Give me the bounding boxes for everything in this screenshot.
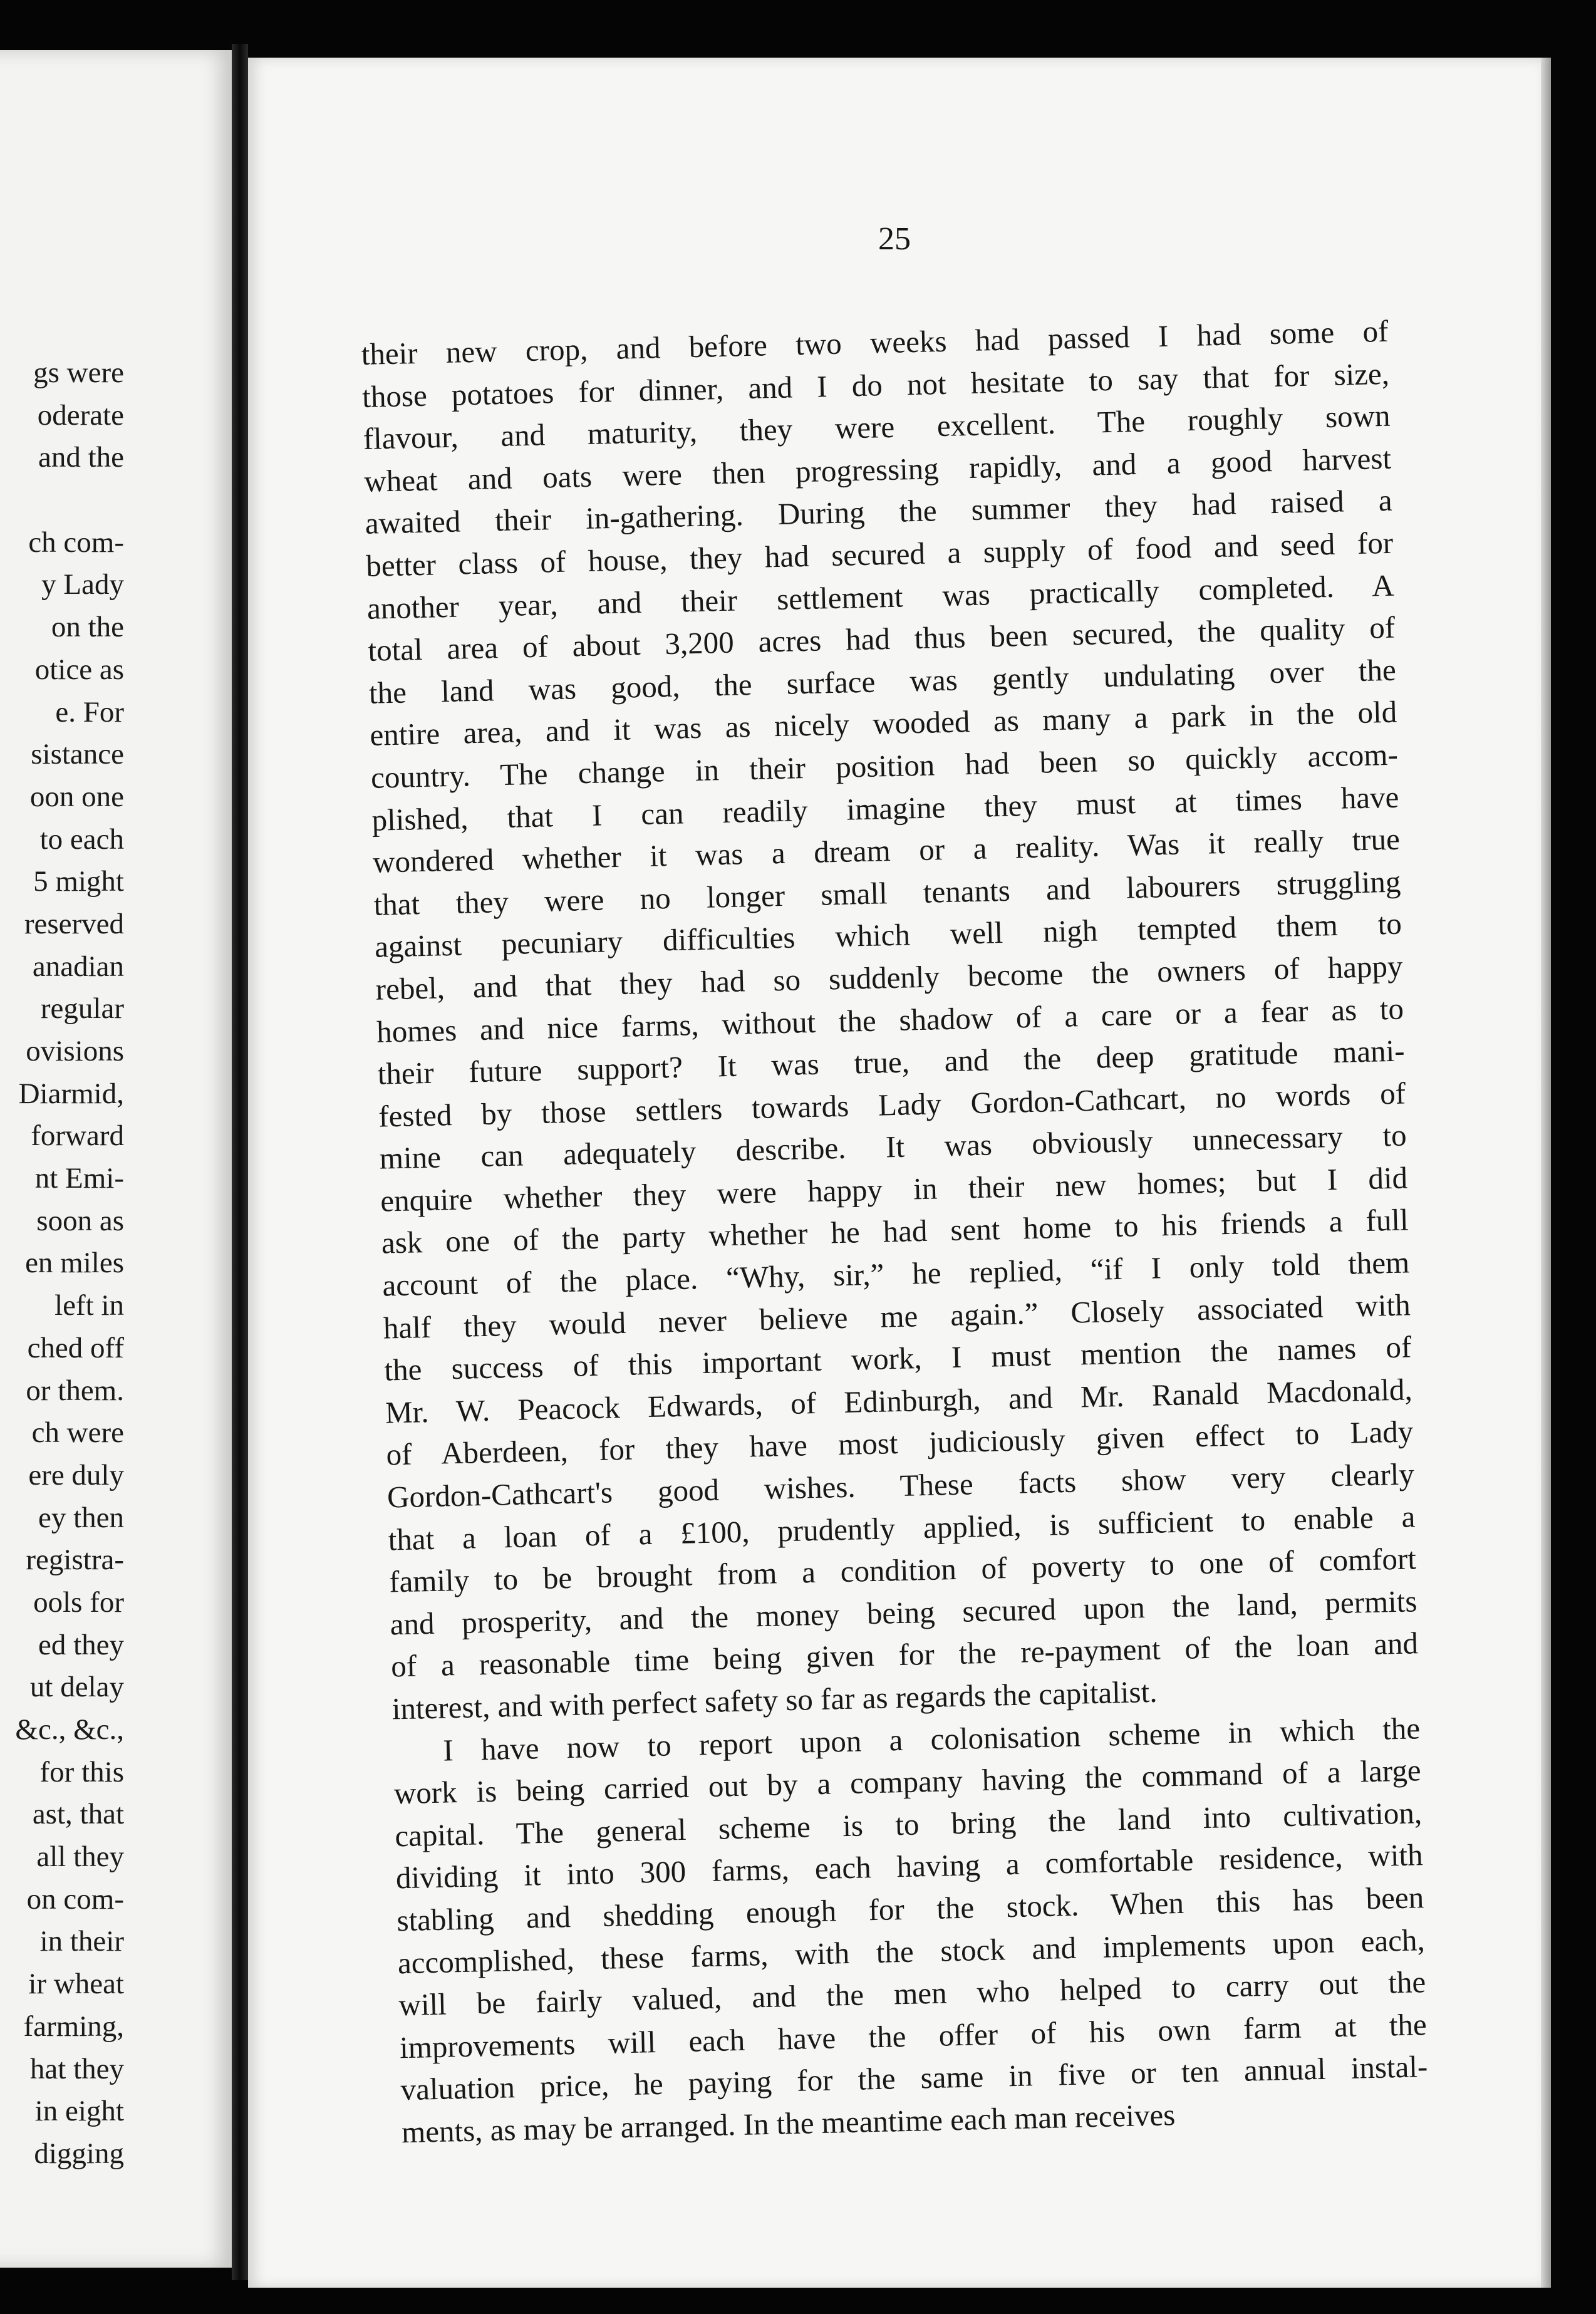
left-fragment-line: &c., &c.,	[15, 1713, 124, 1746]
text-line: of Aberdeen, for they have most judiciously given effect to Lady	[386, 1414, 1414, 1472]
left-fragment-line: ir wheat	[28, 1968, 124, 2001]
paragraph-1	[361, 310, 1419, 1730]
left-fragment-line: ch com-	[28, 526, 124, 559]
text-line: and prosperity, and the money being secured upon the land, permits	[390, 1584, 1417, 1642]
text-line: those potatoes for dinner, and I do not hesitate to say that for size,	[361, 356, 1390, 414]
text-line: country. The change in their position had been so quickly accom-	[370, 737, 1399, 795]
text-line: entire area, and it was as nicely wooded as many a park in the old	[369, 694, 1397, 753]
left-fragment-line	[0, 479, 124, 522]
left-fragment-line: oderate	[37, 398, 124, 432]
text-line: awaited their in-gathering. During the summer they had raised a	[365, 483, 1393, 541]
text-line: fested by those settlers towards Lady Gordon-Cathcart, no words of	[378, 1076, 1406, 1134]
right-page	[248, 58, 1541, 2288]
text-line: interest, and with perfect safety so far as regards the capitalist.	[391, 1674, 1158, 1726]
left-fragment-line: and the	[38, 441, 124, 474]
left-fragment-line: en miles	[25, 1247, 124, 1280]
left-page-text	[0, 352, 124, 2176]
text-line: mine can adequately describe. It was obviously unnecessary to	[379, 1118, 1407, 1176]
paragraph-2	[393, 1707, 1429, 2154]
left-fragment-line: ovisions	[26, 1035, 124, 1067]
left-fragment-line: Diarmid,	[18, 1077, 124, 1110]
text-line: I have now to report upon a colonisation scheme in which the	[442, 1710, 1421, 1768]
left-fragment-line: nt Emi-	[34, 1162, 124, 1195]
left-fragment-line: ch were	[31, 1416, 124, 1450]
text-line: wheat and oats were then progressing rapidly, and a good harvest	[363, 440, 1392, 499]
left-fragment-line: digging	[34, 2137, 124, 2170]
text-line: dividing it into 300 farms, each having a comfortable residence, with	[395, 1837, 1424, 1896]
text-line: account of the place. “Why, sir,” he replied, “if I only told them	[381, 1245, 1410, 1303]
left-fragment-line: y Lady	[41, 568, 124, 601]
left-fragment-line: on com-	[26, 1882, 124, 1916]
left-fragment-line: or them.	[26, 1374, 124, 1407]
left-fragment-line: otice as	[34, 653, 124, 686]
text-line: better class of house, they had secured a supply of food and seed for	[365, 525, 1394, 583]
left-fragment-line: 5 might	[33, 865, 124, 898]
left-fragment-line: regular	[40, 992, 124, 1025]
left-fragment-line: ut delay	[29, 1671, 124, 1704]
left-fragment-line: e. For	[55, 695, 124, 729]
text-line: plished, that I can readily imagine they must at times have	[371, 779, 1399, 838]
text-line: homes and nice farms, without the shadow of a care or a fear as to	[376, 991, 1404, 1049]
text-line: stabling and shedding enough for the stock. When this has been	[396, 1880, 1424, 1938]
left-fragment-line: soon as	[36, 1204, 124, 1237]
text-line: wondered whether it was a dream or a reality. Was it really true	[372, 821, 1401, 879]
page-edge	[1541, 58, 1551, 2288]
page-number: 25	[878, 221, 911, 257]
text-line: improvements will each have the offer of his own farm at the	[399, 2006, 1428, 2065]
text-line: ask one of the party whether he had sent home to his friends a full	[381, 1202, 1409, 1261]
left-fragment-line: farming,	[23, 2010, 124, 2043]
left-page-fragment	[0, 50, 232, 2268]
left-fragment-line: ast, that	[32, 1798, 124, 1831]
text-line: the success of this important work, I must mention the names of	[383, 1329, 1412, 1388]
left-fragment-line: sistance	[31, 738, 124, 771]
text-line: accomplished, these farms, with the stock and implements upon each,	[397, 1922, 1426, 1980]
left-fragment-line: oon one	[29, 780, 124, 813]
left-fragment-line: ere duly	[28, 1458, 124, 1492]
text-line: flavour, and maturity, they were excellent. The roughly sown	[363, 398, 1391, 457]
text-line: their new crop, and before two weeks had passed I had some of	[361, 313, 1389, 371]
text-line: capital. The general scheme is to bring the land into cultivation,	[394, 1795, 1422, 1854]
left-fragment-line: hat they	[29, 2052, 124, 2085]
left-fragment-line: in their	[39, 1925, 124, 1958]
left-fragment-line: all they	[36, 1840, 124, 1874]
left-fragment-line: for this	[39, 1755, 124, 1788]
left-fragment-line: on the	[51, 611, 124, 644]
text-line: enquire whether they were happy in their new homes; but I did	[380, 1160, 1408, 1218]
text-line: work is being carried out by a company having the command of a large	[393, 1753, 1422, 1811]
left-fragment-line: forward	[31, 1119, 124, 1153]
left-fragment-line: reserved	[24, 907, 124, 940]
text-line: Gordon-Cathcart's good wishes. These facts show very clearly	[386, 1456, 1415, 1515]
text-line: their future support? It was true, and the deep gratitude mani-	[377, 1033, 1406, 1091]
left-fragment-line: anadian	[32, 950, 124, 983]
text-line: against pecuniary difficulties which well nigh tempted them to	[374, 906, 1402, 965]
left-fragment-line: to each	[39, 822, 124, 856]
book-gutter	[232, 44, 248, 2280]
body-text	[361, 310, 1429, 2154]
left-fragment-line: in eight	[34, 2095, 124, 2128]
text-line: that they were no longer small tenants and labourers struggling	[373, 864, 1401, 922]
text-line: ments, as may be arranged. In the meantime each man receives	[401, 2097, 1176, 2150]
left-fragment-line: ey then	[38, 1501, 124, 1534]
text-line: valuation price, he paying for the same in five or ten annual instal-	[400, 2049, 1428, 2107]
left-fragment-line: gs were	[33, 356, 124, 389]
text-line: half they would never believe me again.” Closely associated with	[383, 1287, 1411, 1346]
left-fragment-line: ed they	[38, 1628, 124, 1661]
text-line: of a reasonable time being given for the re-payment of the loan and	[390, 1626, 1419, 1684]
text-line: Mr. W. Peacock Edwards, of Edinburgh, and Mr. Ranald Macdonald,	[385, 1372, 1413, 1430]
text-line: total area of about 3,200 acres had thus been secured, the quality of	[367, 610, 1396, 668]
text-line: that a loan of a £100, prudently applied, is sufficient to enable a	[388, 1498, 1416, 1557]
left-fragment-line: ools for	[33, 1585, 124, 1619]
text-line: rebel, and that they had so suddenly become the owners of happy	[375, 948, 1403, 1007]
text-line: another year, and their settlement was practically completed. A	[366, 568, 1395, 626]
text-line: the land was good, the surface was gently undulating over the	[368, 652, 1397, 710]
left-fragment-line: ched off	[27, 1331, 124, 1364]
left-fragment-line: registra-	[26, 1544, 124, 1577]
text-line: family to be brought from a condition of poverty to one of comfort	[388, 1541, 1417, 1599]
text-line: will be fairly valued, and the men who helped to carry out the	[398, 1964, 1426, 2023]
left-fragment-line: left in	[54, 1289, 124, 1322]
